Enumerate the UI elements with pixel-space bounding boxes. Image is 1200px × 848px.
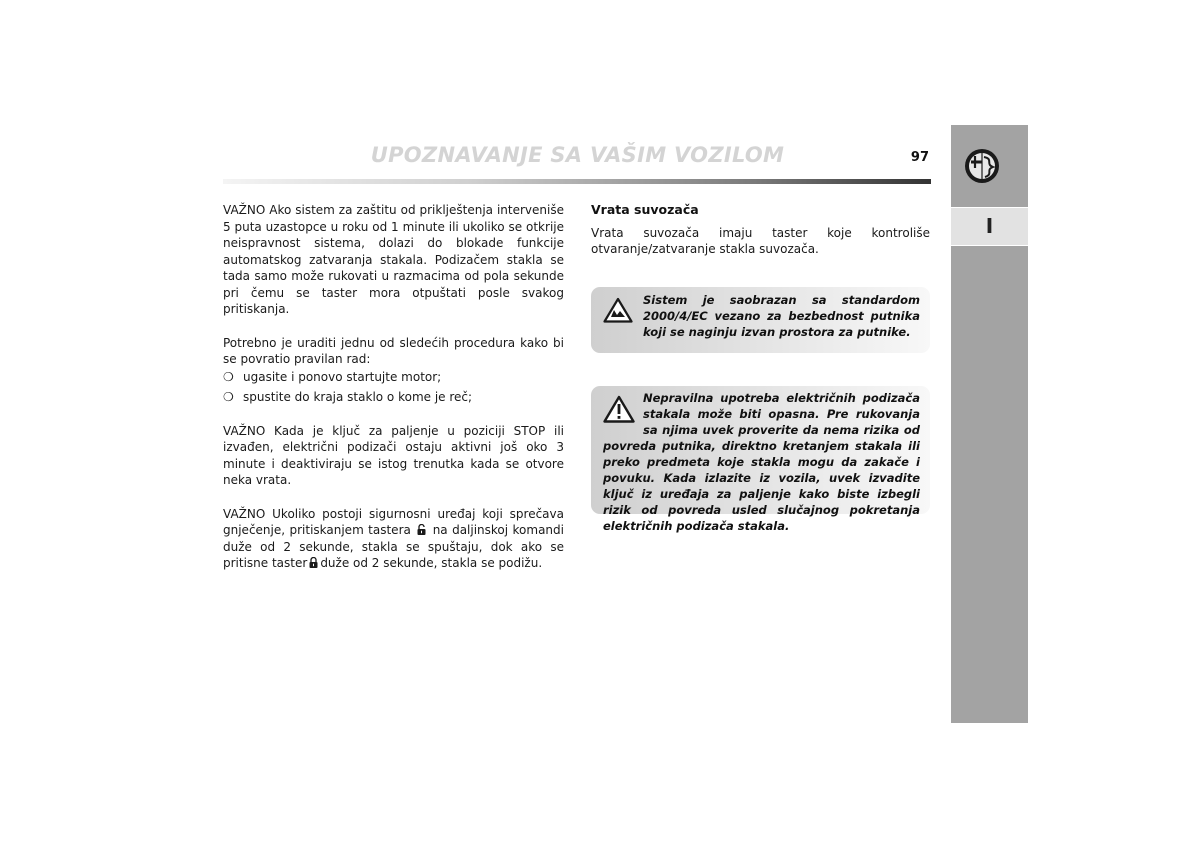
remote-note-paragraph	[223, 506, 564, 572]
important-note-paragraph: VAŽNO Ako sistem za zaštitu od priklještenja interveniše 5 puta uzastopce u roku od 1 minute ili ukoliko se otkrije neispravnost sistema, dolazi do blokade funkcije automatskog zatvaranja stakala. Podizačem stakla se tada samo može rukovati u razmacima od pola sekunde pri čemu se taster mora otpuštati posle svakog pritiskanja.	[223, 203, 564, 316]
right-column	[591, 202, 930, 258]
list-item	[223, 369, 564, 386]
unlock-icon	[417, 524, 426, 535]
section-body: Vrata suvozača imaju taster koje kontroliše otvaranje/zatvaranje stakla suvozača.	[591, 225, 930, 256]
procedure-list	[223, 369, 564, 406]
lock-icon	[309, 557, 318, 568]
standard-note-text: Sistem je saobrazan sa standardom 2000/4/EC vezano za bezbednost putnika koji se naginju izvan prostora za putnike.	[643, 293, 920, 339]
page-number: 97	[910, 150, 929, 165]
section-heading: Vrata suvozača	[591, 202, 699, 217]
pinch-warning-icon	[603, 297, 633, 323]
procedure-intro-paragraph: Potrebno je uraditi jednu od sledećih procedura kako bi se povratio pravilan rad:	[223, 335, 564, 366]
remote-note-text-part3: duže od 2 sekunde, stakla se podižu.	[320, 556, 543, 570]
alfa-romeo-logo-icon	[964, 148, 1000, 184]
danger-note-text: Nepravilna upotreba električnih podizača stakala može biti opasna. Pre rukovanja sa njima uvek proverite da nema rizika od povreda putnika, direktno kretanjem stakala ili preko predmeta koje stakla mogu da zakače i povuku. Kada izlazite iz vozila, uvek izvadite ključ iz uređaja za paljenje kako biste izbegli rizik od povreda usled slučajnog pokretanja električnih podizača stakala.	[603, 391, 920, 533]
list-item	[223, 389, 564, 406]
left-column	[223, 202, 564, 589]
page-header-title: UPOZNAVANJE SA VAŠIM VOZILOM	[370, 143, 785, 167]
chapter-tab[interactable]: I	[951, 207, 1028, 246]
circle-bullet-icon: ❍	[223, 369, 234, 384]
remote-note-text-part2: na daljinskoj komandi duže od 2 sekunde, stakla se spuštaju, dok ako se pritisne taster	[223, 523, 564, 570]
header-rule	[223, 179, 931, 184]
list-item-text: ugasite i ponovo startujte motor;	[243, 369, 442, 384]
ignition-note-paragraph: VAŽNO Kada je ključ za paljenje u poziciji STOP ili izvađen, električni podizači ostaju aktivni još oko 3 minute i deaktiviraju se istog trenutka kada se otvore neka vrata.	[223, 423, 564, 487]
warning-icon	[603, 395, 635, 423]
circle-bullet-icon: ❍	[223, 390, 234, 404]
standard-note-box	[591, 287, 930, 353]
list-item-text: spustite do kraja staklo o kome je reč;	[243, 390, 473, 404]
remote-note-text-part1: VAŽNO Ukoliko postoji sigurnosni uređaj koji sprečava gnječenje, pritiskanjem tastera	[223, 506, 564, 537]
danger-note-box	[591, 386, 930, 533]
